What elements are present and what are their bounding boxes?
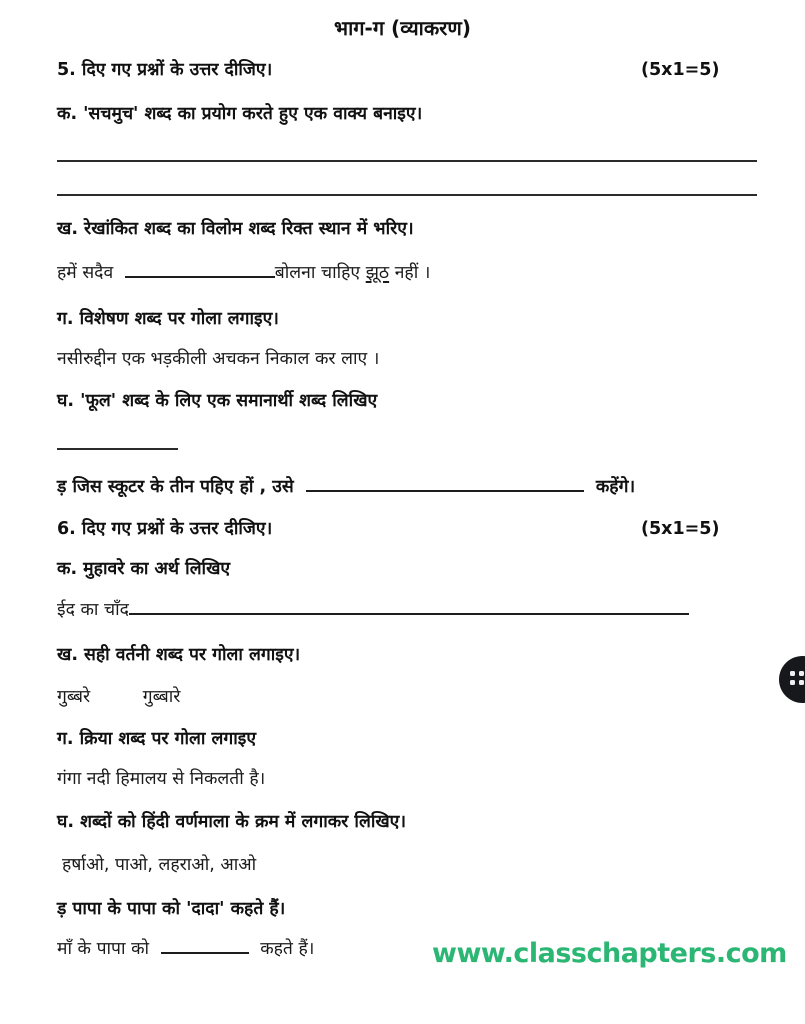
question-6-header: 6. दिए गए प्रश्नों के उत्तर दीजिए। [57,519,273,539]
q6e-text-after: कहते हैं। [260,939,315,959]
q6-part-c-sentence: गंगा नदी हिमालय से निकलती है। [57,769,266,789]
q5e-text-before: ड़ जिस स्कूटर के तीन पहिए हों , उसे [57,477,294,497]
question-6-marks: (5x1=5) [641,519,720,539]
dots-grid-icon [790,671,804,685]
q6-part-a-label: क. मुहावरे का अर्थ लिखिए [57,559,231,579]
q5-part-b-sentence [57,260,775,286]
q5b-text-end: नहीं । [394,263,431,283]
q6b-option-1: गुब्बरे [57,687,91,707]
q5e-text-after: कहेंगे। [595,477,636,497]
q6-part-b-label: ख. सही वर्तनी शब्द पर गोला लगाइए। [57,645,301,665]
more-options-button[interactable] [779,656,805,703]
q6-part-c-label: ग. क्रिया शब्द पर गोला लगाइए [57,729,257,749]
q6-part-d-words: हर्षाओ, पाओ, लहराओ, आओ [62,855,257,875]
q6-part-d-label: घ. शब्दों को हिंदी वर्णमाला के क्रम में लगाकर लिखिए। [57,812,406,832]
q6-part-b-options [57,684,775,710]
question-6-header-row [57,516,775,542]
q5b-text-middle: बोलना चाहिए [274,263,361,283]
q6e-answer-blank [161,938,249,954]
q5d-answer-blank [57,448,178,450]
q5-part-c-sentence: नसीरुद्दीन एक भड़कीली अचकन निकाल कर लाए । [57,349,380,369]
q5b-text-before: हमें सदैव [57,263,114,283]
page-title: भाग-ग (व्याकरण) [334,16,471,40]
q5-part-c-label: ग. विशेषण शब्द पर गोला लगाइए। [57,309,279,329]
question-5-header: 5. दिए गए प्रश्नों के उत्तर दीजिए। [57,60,273,80]
question-5-header-row [57,57,775,83]
answer-line-2 [57,194,757,196]
q6a-answer-blank [129,599,689,615]
q5e-answer-blank [306,476,584,492]
q6-part-e-statement: ड़ पापा के पापा को 'दादा' कहते हैं। [57,899,286,919]
q6b-option-2: गुब्बारे [142,687,181,707]
q5-part-e-sentence [57,474,775,500]
q5b-underlined-word: झूठ [365,263,390,283]
q5-part-b-label: ख. रेखांकित शब्द का विलोम शब्द रिक्त स्थान में भरिए। [57,219,414,239]
q5-part-a-label: क. 'सचमुच' शब्द का प्रयोग करते हुए एक वाक्य बनाइए। [57,104,423,124]
watermark-link: www.classchapters.com [432,938,787,969]
answer-line-1 [57,160,757,162]
q6a-text-before: ईद का चाँद [57,600,129,620]
q6e-text-before: माँ के पापा को [57,939,150,959]
question-5-marks: (5x1=5) [641,60,720,80]
q5b-answer-blank [125,262,275,278]
q6-part-a-sentence [57,597,775,623]
q5-part-d-label: घ. 'फूल' शब्द के लिए एक समानार्थी शब्द लिखिए [57,391,378,411]
